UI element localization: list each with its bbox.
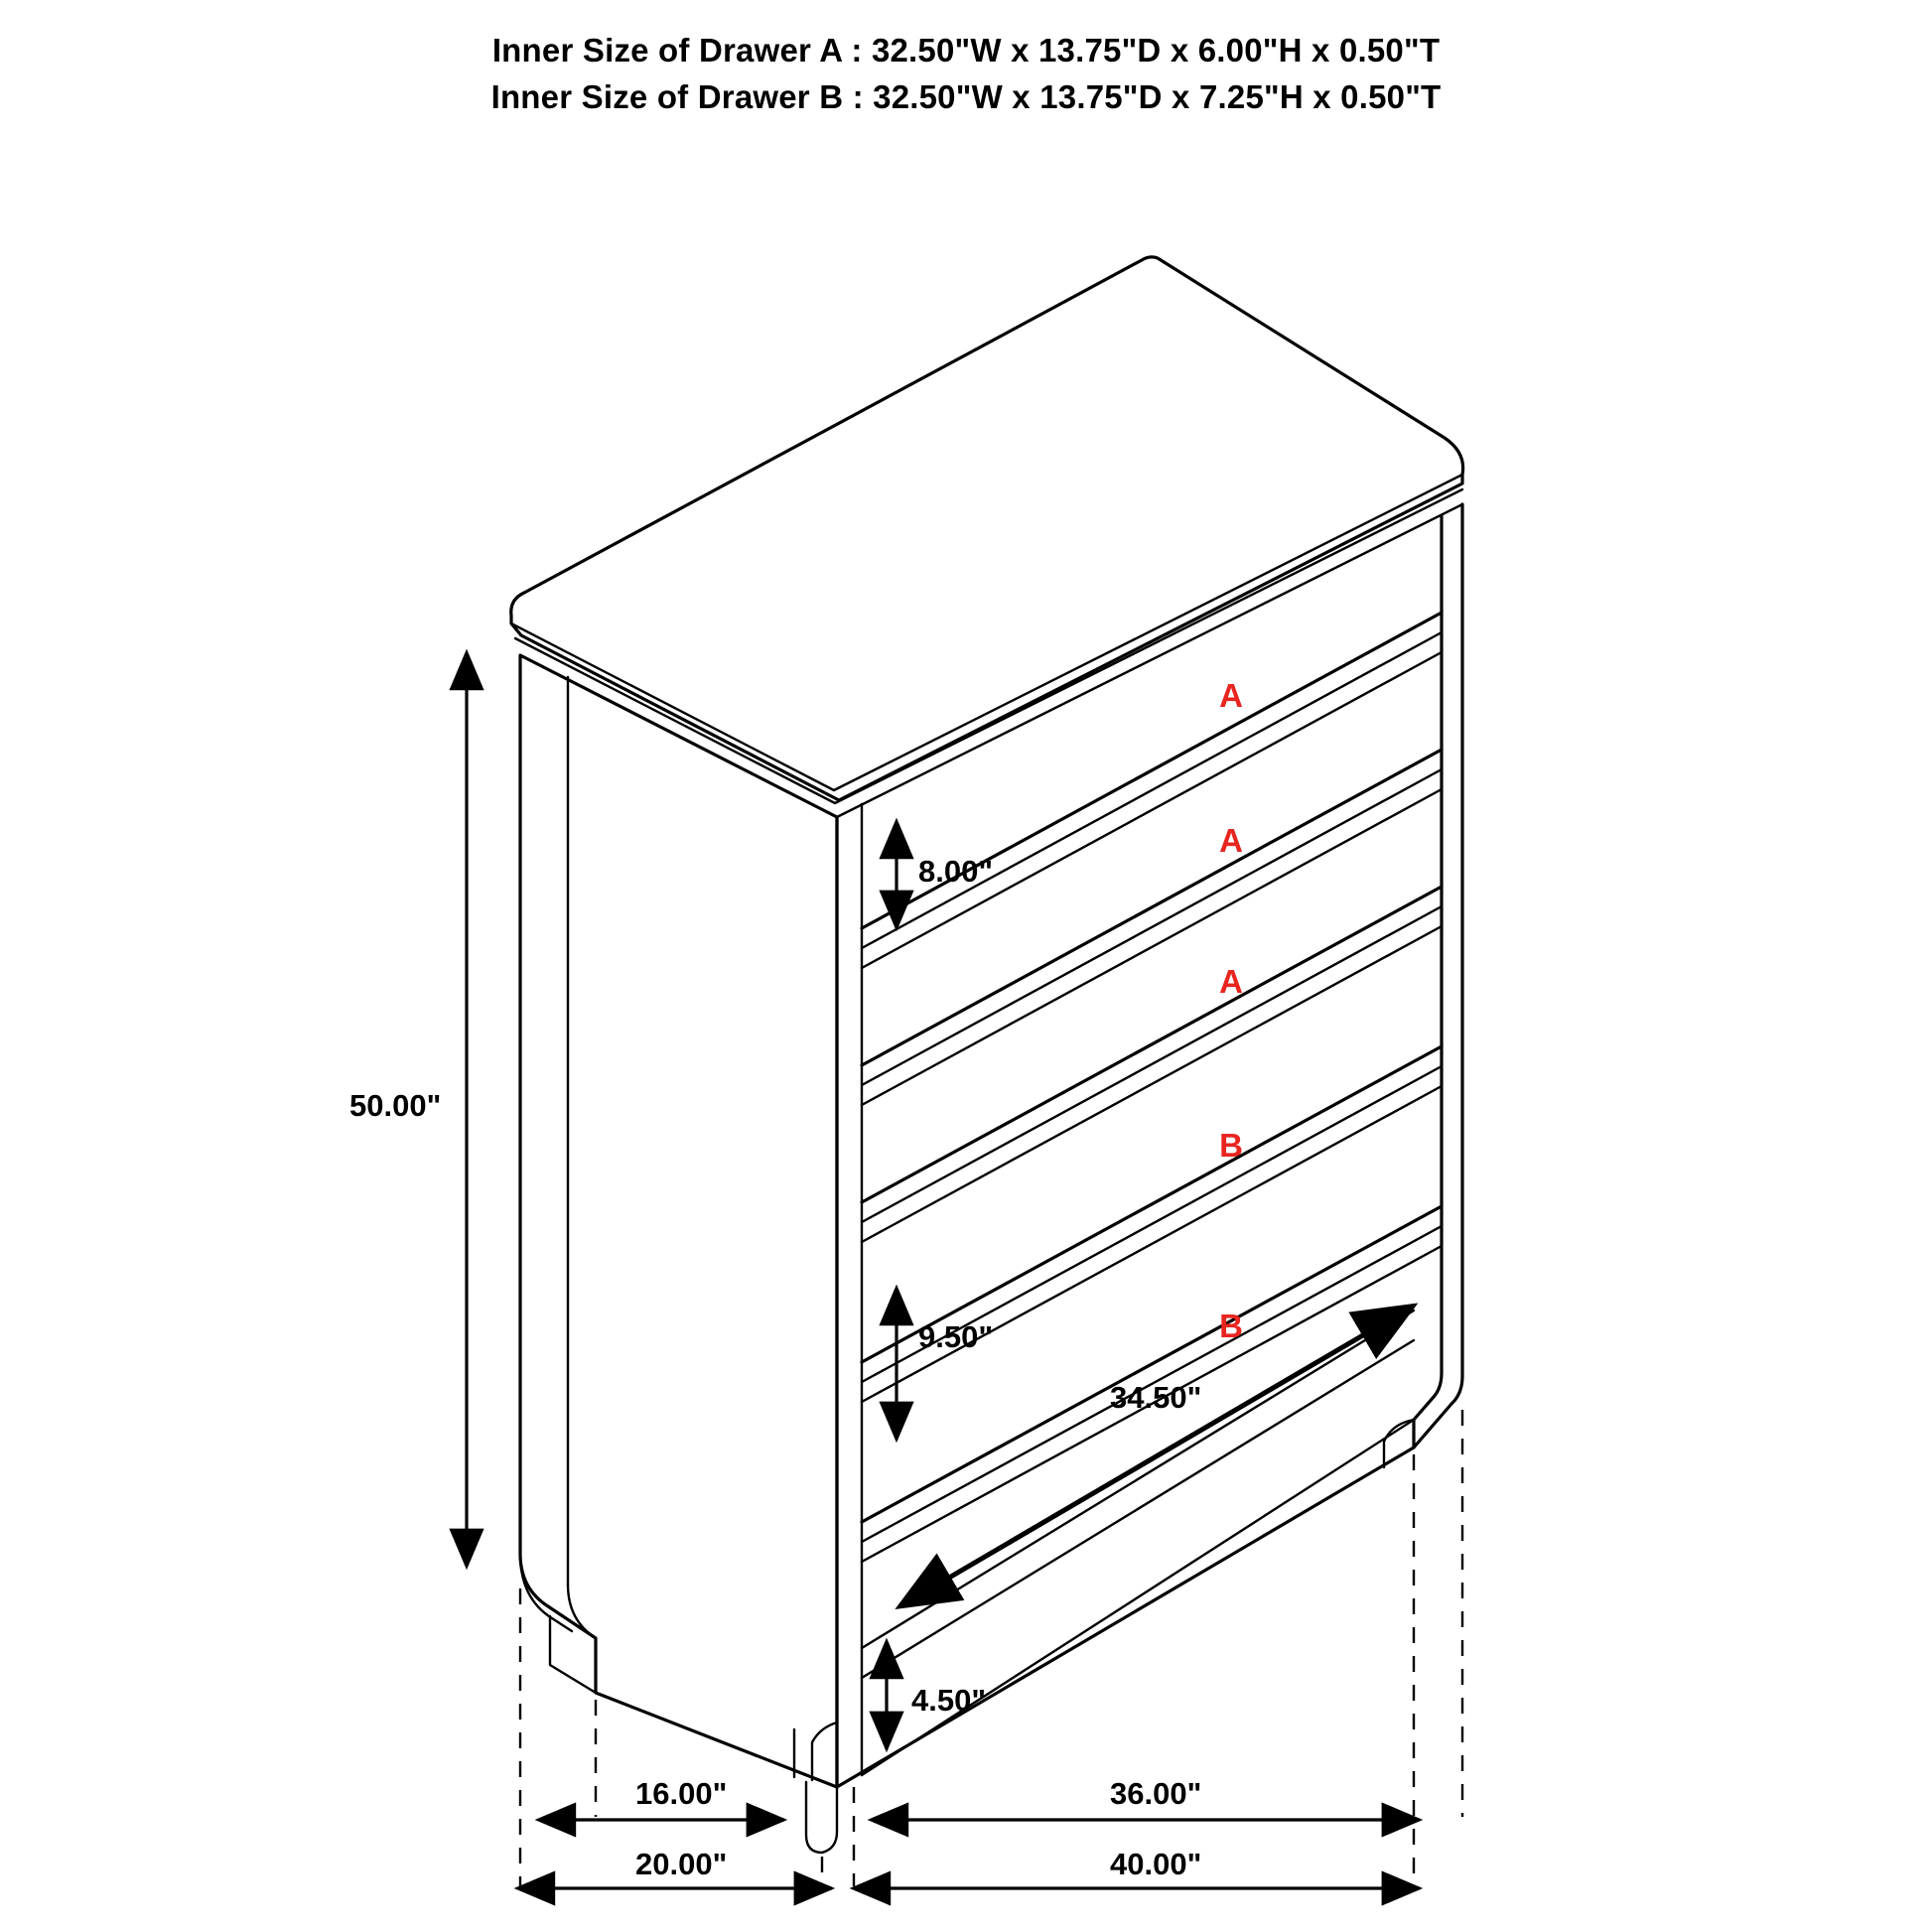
drawer-label-4: B — [1219, 1127, 1243, 1164]
drawer-3-gap-lower — [862, 906, 1442, 1222]
front-left-leg — [806, 1782, 837, 1853]
right-front-post — [1414, 516, 1442, 1420]
dimension-side-overall-depth — [520, 1847, 832, 1888]
dimension-leg-height-label: 4.50" — [911, 1683, 987, 1718]
drawer-2-bottom-edge — [862, 750, 1442, 1065]
drawer-5-bottom-edge — [862, 1206, 1442, 1522]
dimension-side-inner-depth-label: 16.00" — [635, 1776, 728, 1811]
dimension-overall-height — [349, 655, 467, 1567]
right-front-post-outer — [1414, 504, 1462, 1448]
drawer-2-gap-lower-2 — [862, 789, 1442, 1105]
drawer-label-5: B — [1219, 1308, 1243, 1344]
drawer-a-inner-size-note: Inner Size of Drawer A : 32.50"W x 13.75"D x 6.00"H x 0.50"T — [491, 32, 1441, 69]
drawer-b-inner-size-note: Inner Size of Drawer B : 32.50"W x 13.75"D x 7.25"H x 0.50"T — [490, 77, 1442, 115]
dimension-drawer-b-height-label: 9.50" — [918, 1319, 994, 1354]
drawer-3-gap-lower-2 — [862, 926, 1442, 1242]
dimension-drawer-b-height — [897, 1291, 993, 1440]
drawer-label-3: A — [1219, 963, 1243, 1000]
dimension-overall-height-label: 50.00" — [349, 1088, 442, 1123]
dimension-leg-height — [887, 1644, 986, 1749]
dimension-front-overall-width-label: 40.00" — [1110, 1847, 1202, 1881]
dimension-side-overall-depth-label: 20.00" — [635, 1847, 728, 1881]
dimension-drawer-a-height — [897, 824, 993, 928]
drawer-4-bottom-edge — [862, 1046, 1442, 1362]
right-front-foot — [1384, 1420, 1414, 1467]
drawer-3-bottom-edge — [862, 887, 1442, 1202]
dimension-front-inner-span-label: 36.00" — [1110, 1776, 1202, 1811]
dimension-drawer-a-height-label: 8.00" — [918, 854, 994, 889]
dimension-front-inner-width-label: 34.50" — [1110, 1380, 1202, 1415]
drawer-4-gap-lower-2 — [862, 1086, 1442, 1402]
drawer-2-gap-lower — [862, 769, 1442, 1085]
chest-body — [511, 257, 1463, 1853]
dimension-front-overall-width — [856, 1847, 1420, 1888]
drawer-label-2: A — [1219, 822, 1243, 859]
dimension-side-inner-depth — [541, 1776, 784, 1820]
dimension-front-inner-span — [874, 1776, 1420, 1820]
drawer-label-1: A — [1219, 677, 1243, 714]
